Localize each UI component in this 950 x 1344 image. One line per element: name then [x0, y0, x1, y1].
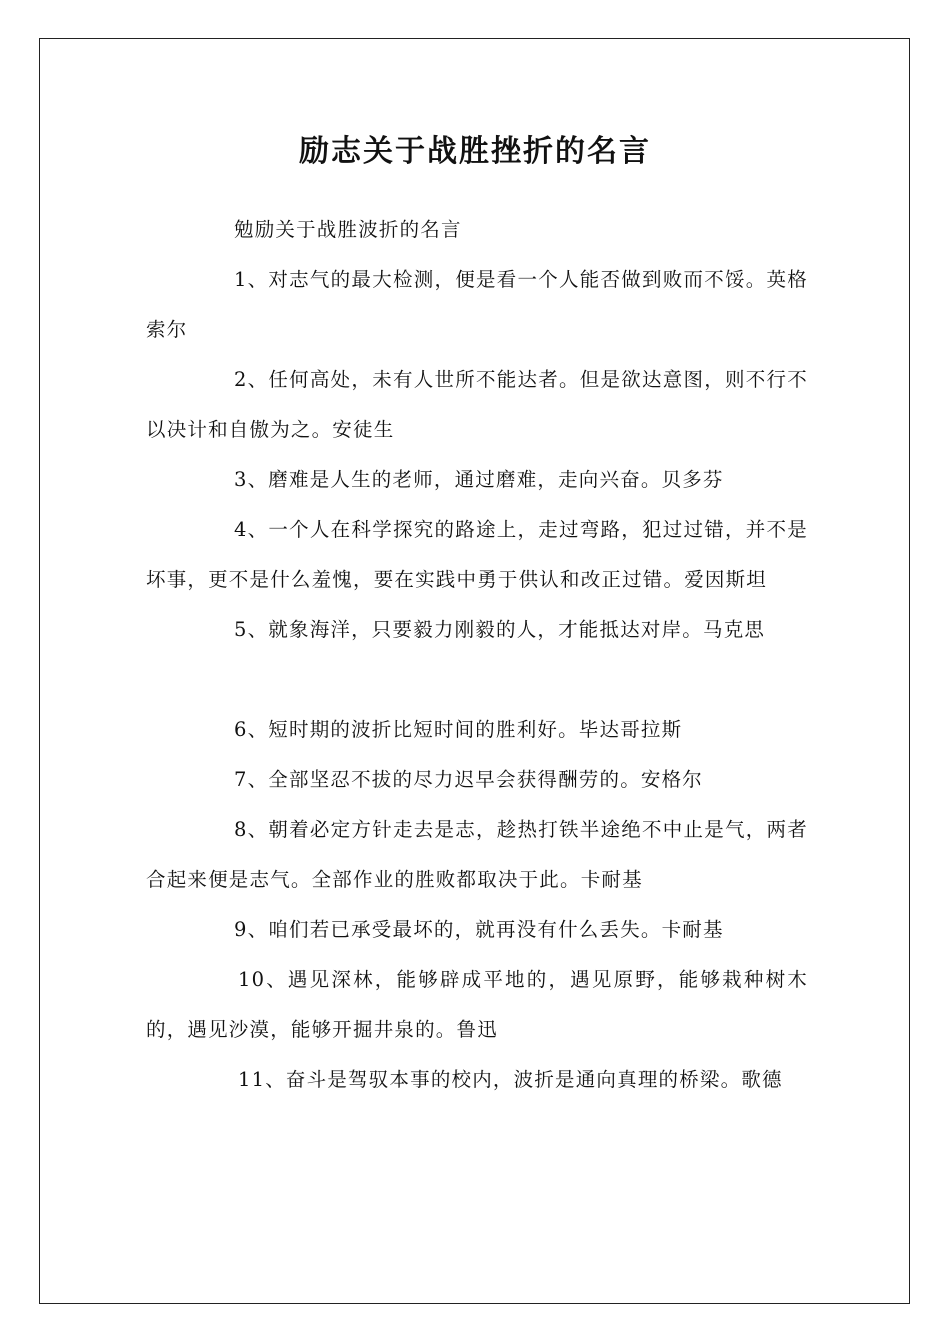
- quote-paragraph-1: 1、对志气的最大检测，便是看一个人能否做到败而不馁。英格索尔: [146, 268, 808, 341]
- quote-paragraph-10: 10、遇见深林，能够辟成平地的，遇见原野，能够栽种树木的，遇见沙漠，能够开掘井泉的。鲁迅: [146, 968, 808, 1041]
- document-body: [146, 205, 808, 1105]
- quote-paragraph-6: 6、短时期的波折比短时间的胜利好。毕达哥拉斯: [234, 718, 683, 741]
- quote-paragraph-5: 5、就象海洋，只要毅力刚毅的人，才能抵达对岸。马克思: [234, 618, 766, 641]
- quote-paragraph-11: 11、奋斗是驾驭本事的校内，波折是通向真理的桥梁。歌德: [238, 1068, 783, 1091]
- quote-paragraph-8: 8、朝着必定方针走去是志，趁热打铁半途绝不中止是气，两者合起来便是志气。全部作业的胜败都取决于此。卡耐基: [146, 818, 808, 891]
- quote-paragraph-7: 7、全部坚忍不拔的尽力迟早会获得酬劳的。安格尔: [234, 768, 704, 791]
- quote-paragraph-2: 2、任何高处，未有人世所不能达者。但是欲达意图，则不行不以决计和自傲为之。安徒生: [146, 368, 808, 441]
- quote-paragraph-3: 3、磨难是人生的老师，通过磨难，走向兴奋。贝多芬: [234, 468, 724, 491]
- document-title: 励志关于战胜挫折的名言: [299, 134, 651, 169]
- quote-paragraph-4: 4、一个人在科学探究的路途上，走过弯路，犯过过错，并不是坏事，更不是什么羞愧，要在实践中勇于供认和改正过错。爱因斯坦: [146, 518, 808, 591]
- quote-paragraph-9: 9、咱们若已承受最坏的，就再没有什么丢失。卡耐基: [234, 918, 724, 941]
- subtitle: 勉励关于战胜波折的名言: [234, 218, 462, 241]
